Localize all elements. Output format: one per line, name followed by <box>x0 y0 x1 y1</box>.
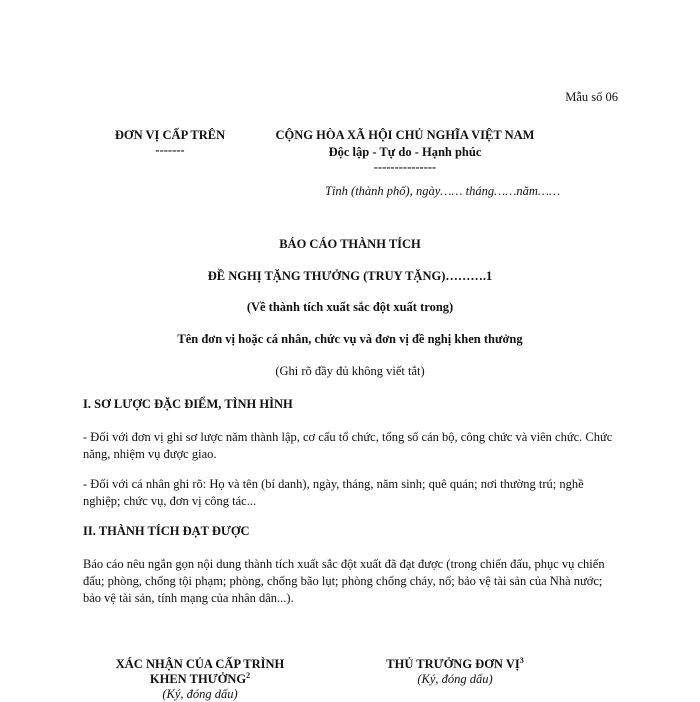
nominee-note: (Ghi rõ đầy đủ không viết tắt) <box>275 364 425 378</box>
section-1-para-1: - Đối với đơn vị ghi sơ lược năm thành lập, cơ cấu tổ chức, tổng số cán bộ, công chức và viên chức. Chức năng, nhiệm vụ được giao. <box>83 430 613 461</box>
issuing-org: ĐƠN VỊ CẤP TRÊN <box>114 128 226 142</box>
motto-rule: --------------- <box>373 160 437 174</box>
unit-head-sign-note: (Ký, đóng dấu) <box>417 672 493 686</box>
nominee-line: Tên đơn vị hoặc cá nhân, chức vụ và đơn vị đề nghị khen thưởng <box>177 332 523 346</box>
report-title: BÁO CÁO THÀNH TÍCH <box>279 237 421 251</box>
national-motto: Độc lập - Tự do - Hạnh phúc <box>328 145 482 159</box>
footnote-2: 2 <box>246 670 251 680</box>
place-date: Tỉnh (thành phố), ngày…… tháng……năm…… <box>325 184 561 198</box>
approval-title-line1: XÁC NHẬN CỦA CẤP TRÌNH <box>115 657 285 671</box>
section-1-para-2: - Đối với cá nhân ghi rõ: Họ và tên (bí danh), ngày, tháng, năm sinh; quê quán; nơi thường trú; nghề nghiệp; chức vụ, đơn vị công tác... <box>83 477 584 508</box>
footnote-3: 3 <box>519 655 524 665</box>
report-subtitle: ĐỀ NGHỊ TẶNG THƯỞNG (TRUY TẶNG)……….1 <box>207 269 493 283</box>
report-scope: (Về thành tích xuất sắc đột xuất trong) <box>246 300 454 314</box>
approval-sign-note: (Ký, đóng dấu) <box>162 687 238 701</box>
approval-title-line2: KHEN THƯỞNG$^2$ <box>149 670 251 686</box>
section-2-para-1: Báo cáo nêu ngắn gọn nội dung thành tích xuất sắc đột xuất đã đạt được (trong chiến đấu, phục vụ chiến đấu; phòng, chống tội phạm; phòng, chống bão lụt; phòng chống cháy, nổ; bảo vệ tài sản của Nhà nước; bảo vệ tài sản, tính mạng của nhân dân...). <box>83 557 605 605</box>
form-number: Mẫu số 06 <box>565 90 618 104</box>
issuing-org-rule: ------- <box>155 143 185 157</box>
unit-head-title: THỦ TRƯỞNG ĐƠN VỊ$^3$ <box>386 655 524 671</box>
section-2-heading: II. THÀNH TÍCH ĐẠT ĐƯỢC <box>83 524 250 538</box>
section-1-heading: I. SƠ LƯỢC ĐẶC ĐIỂM, TÌNH HÌNH <box>83 397 293 411</box>
country-name: CỘNG HÒA XÃ HỘI CHỦ NGHĨA VIỆT NAM <box>275 128 535 142</box>
